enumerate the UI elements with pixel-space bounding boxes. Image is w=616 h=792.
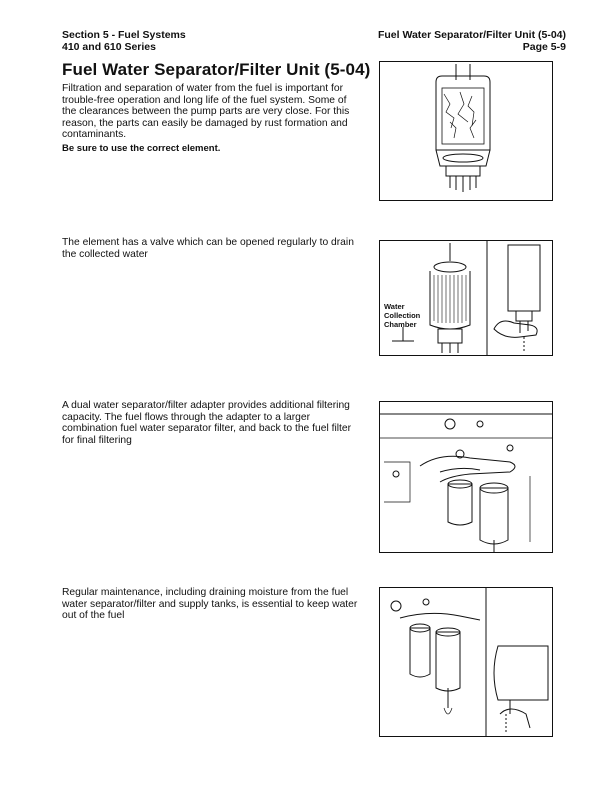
maintenance-paragraph: Regular maintenance, including draining moisture from the fuel water separator/filter and supply tanks, is essential to keep water out of the fuel bbox=[62, 587, 358, 622]
fig2-label-line1: Water bbox=[384, 302, 405, 311]
figure-maintenance bbox=[379, 587, 553, 737]
header-right bbox=[378, 29, 566, 53]
intro-paragraph: Filtration and separation of water from the fuel is important for trouble-free operation and long life of the fuel system. Some of the clearances between the pump parts are very close. For this reason, the parts can easily be damaged by rust formation and contaminants. bbox=[62, 83, 350, 141]
valve-paragraph: The element has a valve which can be opened regularly to drain the collected water bbox=[62, 237, 354, 260]
figure-dual-adapter bbox=[379, 401, 553, 553]
series-title: 410 and 610 Series bbox=[62, 41, 156, 53]
filter-cutaway-illustration bbox=[380, 62, 552, 200]
header-left bbox=[62, 29, 186, 53]
fig2-label-line3: Chamber bbox=[384, 320, 417, 329]
fig2-label-line2: Collection bbox=[384, 311, 421, 320]
adapter-paragraph: A dual water separator/filter adapter provides additional filtering capacity. The fuel flows through the adapter to a larger combination fuel water separator filter, and back to the fuel filter for final filtering bbox=[62, 400, 352, 446]
drain-valve-illustration bbox=[380, 241, 552, 355]
page-number: Page 5-9 bbox=[522, 41, 566, 53]
page-title: Fuel Water Separator/Filter Unit (5-04) bbox=[62, 60, 371, 79]
dual-adapter-illustration bbox=[380, 402, 552, 552]
topic-title: Fuel Water Separator/Filter Unit (5-04) bbox=[377, 29, 566, 41]
figure-drain-valve bbox=[379, 240, 553, 356]
section-title: Section 5 - Fuel Systems bbox=[62, 29, 186, 41]
figure-filter-cutaway bbox=[379, 61, 553, 201]
warning-note: Be sure to use the correct element. bbox=[62, 143, 221, 154]
maintenance-illustration bbox=[380, 588, 552, 736]
